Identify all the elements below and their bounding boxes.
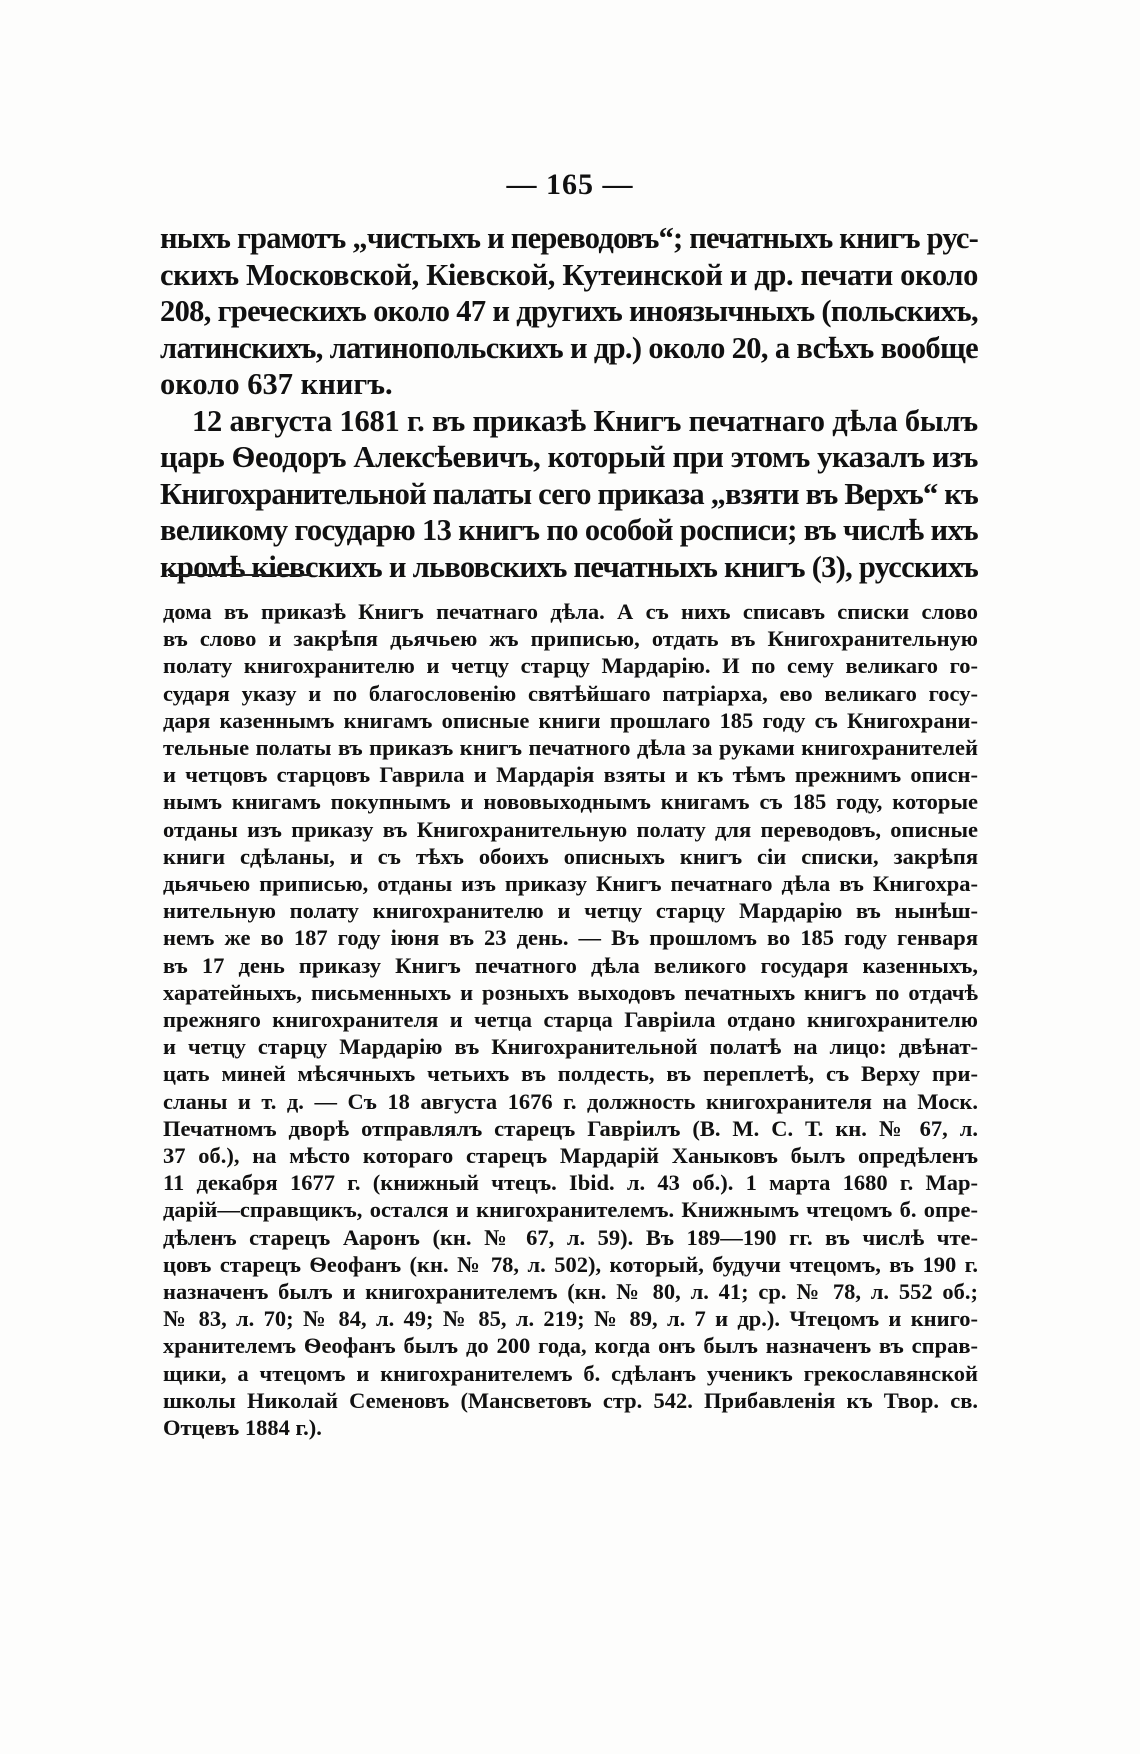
footnote-line: книги сдѣланы, и съ тѣхъ обоихъ описныхъ книгъ сіи списки, закрѣпя xyxy=(163,843,978,869)
footnote-line: 11 декабря 1677 г. (книжный чтецъ. Ibid. л. 43 об.). 1 марта 1680 г. Мар- xyxy=(163,1170,978,1196)
main-line: Книгохранительной палаты сего приказа „взяти въ Верхъ“ къ xyxy=(160,476,978,511)
footnote-line: даря казеннымъ книгамъ описные книги прошлаго 185 году съ Книгохрани- xyxy=(163,707,978,733)
main-line: около 637 книгъ. xyxy=(160,367,393,401)
footnote-line: нительную полату книгохранителю и четцу старцу Мардарію въ нынѣш- xyxy=(163,898,978,924)
main-line: латинскихъ, латинопольскихъ и др.) около 20, а всѣхъ вообще xyxy=(160,330,978,365)
footnote-line: харатейныхъ, письменныхъ и розныхъ выходовъ печатныхъ книгъ по отдачѣ xyxy=(163,979,978,1005)
footnote-line: дьячьею приписью, отданы изъ приказу Книгъ печатнаго дѣла въ Книгохра- xyxy=(163,871,978,897)
footnote-line: школы Николай Семеновъ (Мансветовъ стр. 542. Прибавленія къ Твор. св. xyxy=(163,1387,978,1413)
footnote-line: сланы и т. д. — Съ 18 августа 1676 г. должность книгохранителя на Моск. xyxy=(163,1088,978,1114)
footnote-line: нымъ книгамъ покупнымъ и нововыходнымъ книгамъ съ 185 году, которые xyxy=(163,789,978,815)
footnote-line: прежняго книгохранителя и четца старца Гавріила отдано книгохранителю xyxy=(163,1007,978,1033)
footnote-separator xyxy=(168,574,310,576)
footnote-line: немъ же во 187 году іюня въ 23 день. — Въ прошломъ во 185 году генваря xyxy=(163,925,978,951)
footnote-line: въ слово и закрѣпя дьячьею жъ приписью, отдать въ Книгохранительную xyxy=(163,626,978,652)
main-line: ныхъ грамотъ „чистыхъ и переводовъ“; печатныхъ книгъ рус- xyxy=(160,221,978,255)
main-line: великому государю 13 книгъ по особой росписи; въ числѣ ихъ xyxy=(160,513,978,547)
footnote-line: № 83, л. 70; № 84, л. 49; № 85, л. 219; № 89, л. 7 и др.). Чтецомъ и книго- xyxy=(163,1306,978,1332)
main-text xyxy=(160,220,978,585)
footnote-line: 37 об.), на мѣсто котораго старецъ Мардарій Ханыковъ былъ опредѣленъ xyxy=(163,1143,978,1169)
footnote-line: сударя указу и по благословенію святѣйшаго патріарха, ево великаго госу- xyxy=(163,680,978,706)
footnote-line: цать миней мѣсячныхъ четьихъ въ полдесть, въ переплетѣ, съ Верху при- xyxy=(163,1061,978,1087)
main-line: кромѣ кіевскихъ и львовскихъ печатныхъ книгъ (3), русскихъ xyxy=(160,549,978,584)
footnote-text xyxy=(163,598,978,1441)
footnote-line: щики, а чтецомъ и книгохранителемъ б. сдѣланъ ученикъ грекославянской xyxy=(163,1360,978,1386)
main-line: скихъ Московской, Кіевской, Кутеинской и др. печати около xyxy=(160,257,978,292)
footnote-line: въ 17 день приказу Книгъ печатного дѣла великого государя казенныхъ, xyxy=(163,952,978,978)
page-number: — 165 — xyxy=(506,168,634,201)
main-line: 12 августа 1681 г. въ приказѣ Книгъ печатнаго дѣла былъ xyxy=(192,403,978,438)
main-line: царь Ѳеодоръ Алексѣевичъ, который при этомъ указалъ изъ xyxy=(160,440,978,474)
footnote-line: Отцевъ 1884 г.). xyxy=(163,1415,322,1441)
footnote-line: дома въ приказѣ Книгъ печатнаго дѣла. А съ нихъ списавъ списки слово xyxy=(163,599,978,624)
footnote-line: назначенъ былъ и книгохранителемъ (кн. № 80, л. 41; ср. № 78, л. 552 об.; xyxy=(163,1279,978,1305)
footnote-line: и четцу старцу Мардарію въ Книгохранительной полатѣ на лицо: двѣнат- xyxy=(163,1034,978,1060)
main-line: 208, греческихъ около 47 и другихъ иноязычныхъ (польскихъ, xyxy=(160,294,978,328)
footnote-line: и четцовъ старцовъ Гаврила и Мардарія взяты и къ тѣмъ прежнимъ описн- xyxy=(163,762,978,788)
footnote-line: дарій—справщикъ, остался и книгохранителемъ. Книжнымъ чтецомъ б. опре- xyxy=(163,1197,978,1223)
footnote-line: полату книгохранителю и четцу старцу Мардарію. И по сему великаго го- xyxy=(163,653,978,679)
footnote-line: хранителемъ Ѳеофанъ былъ до 200 года, когда онъ былъ назначенъ въ справ- xyxy=(163,1333,978,1359)
footnote-line: тельные полаты въ приказъ книгъ печатного дѣла за руками книгохранителей xyxy=(163,735,978,761)
footnote-line: цовъ старецъ Ѳеофанъ (кн. № 78, л. 502), который, будучи чтецомъ, въ 190 г. xyxy=(163,1251,978,1277)
footnote-line: отданы изъ приказу въ Книгохранительную полату для переводовъ, описные xyxy=(163,816,978,842)
footnote-line: дѣленъ старецъ Ааронъ (кн. № 67, л. 59). Въ 189—190 гг. въ числѣ чте- xyxy=(163,1224,978,1250)
footnote-line: Печатномъ дворѣ отправлялъ старецъ Гавріилъ (В. М. С. Т. кн. № 67, л. xyxy=(163,1115,978,1141)
